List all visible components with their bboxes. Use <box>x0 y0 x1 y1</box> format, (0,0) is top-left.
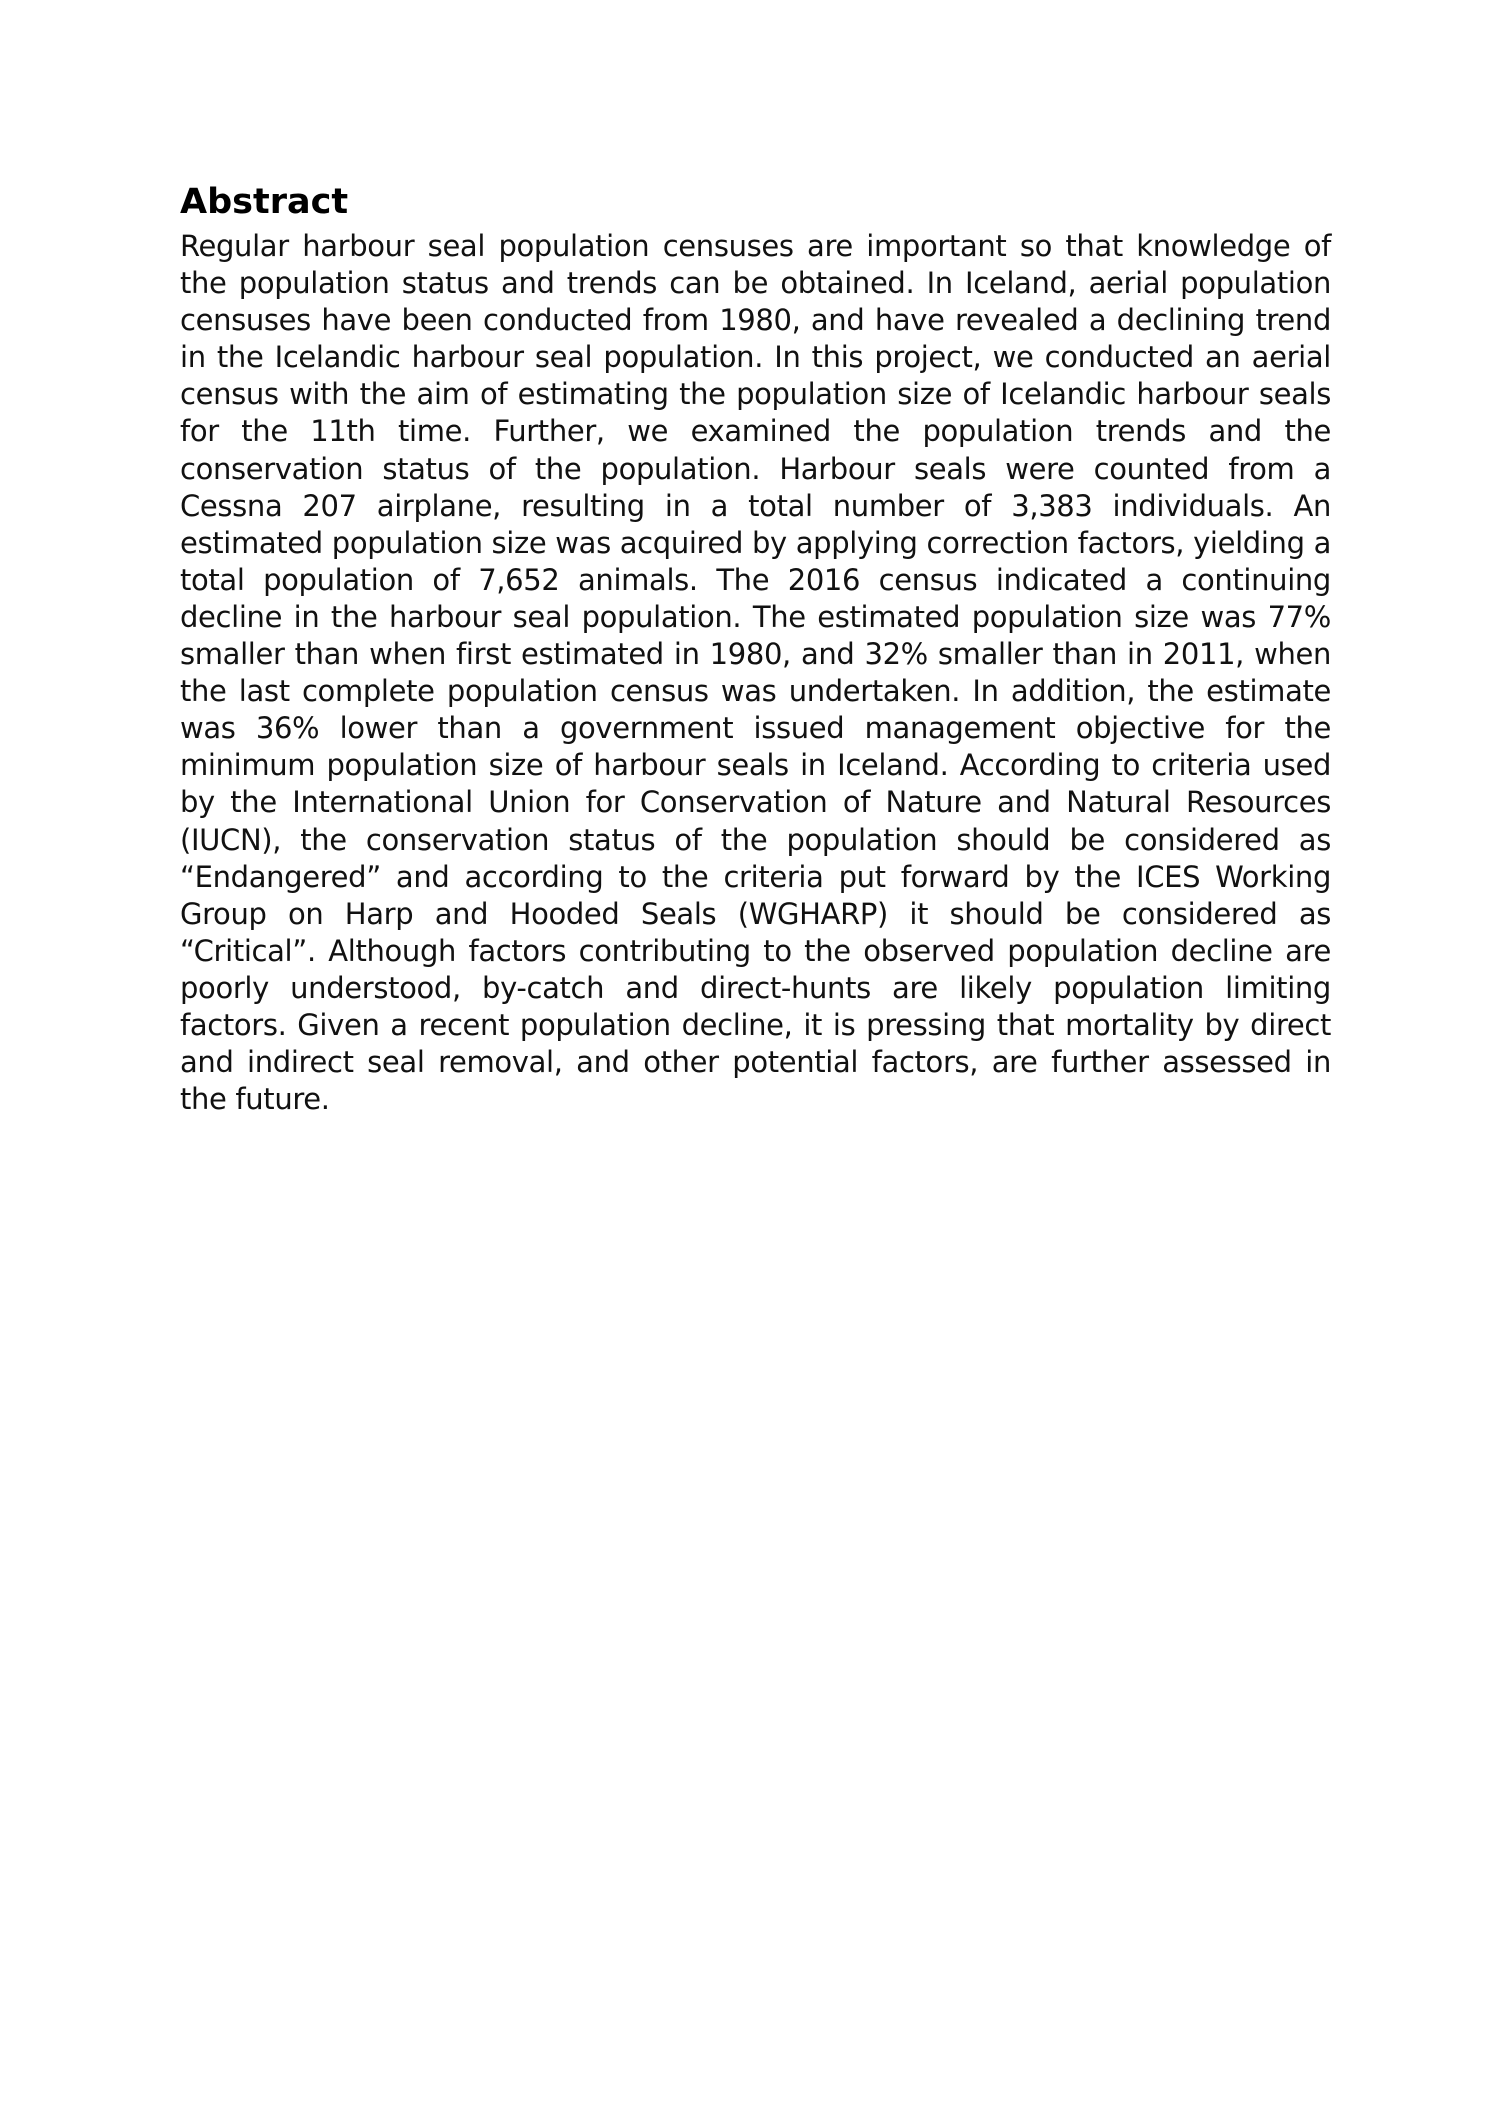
abstract-body: Regular harbour seal population censuses are important so that knowledge of the population status and trends can be obtained. In Iceland, aerial population censuses have been conducted from 1980, and have revealed a declining trend in the Icelandic harbour seal population. In this project, we conducted an aerial census with the aim of estimating the population size of Icelandic harbour seals for the 11th time. Further, we examined the population trends and the conservation status of the population. Harbour seals were counted from a Cessna 207 airplane, resulting in a total number of 3,383 individuals. An estimated population size was acquired by applying correction factors, yielding a total population of 7,652 animals. The 2016 census indicated a continuing decline in the harbour seal population. The estimated population size was 77% smaller than when first estimated in 1980, and 32% smaller than in 2011, when the last complete population census was undertaken. In addition, the estimate was 36% lower than a government issued management objective for the minimum population size of harbour seals in Iceland. According to criteria used by the International Union for Conservation of Nature and Natural Resources (IUCN), the conservation status of the population should be considered as “Endangered” and according to the criteria put forward by the ICES Working Group on Harp and Hooded Seals (WGHARP) it should be considered as “Critical”. Although factors contributing to the observed population decline are poorly understood, by-catch and direct-hunts are likely population limiting factors. Given a recent population decline, it is pressing that mortality by direct and indirect seal removal, and other potential factors, are further assessed in the future. <box>180 229 1331 1117</box>
abstract-heading: Abstract <box>180 182 349 222</box>
abstract-section <box>180 178 1331 1118</box>
